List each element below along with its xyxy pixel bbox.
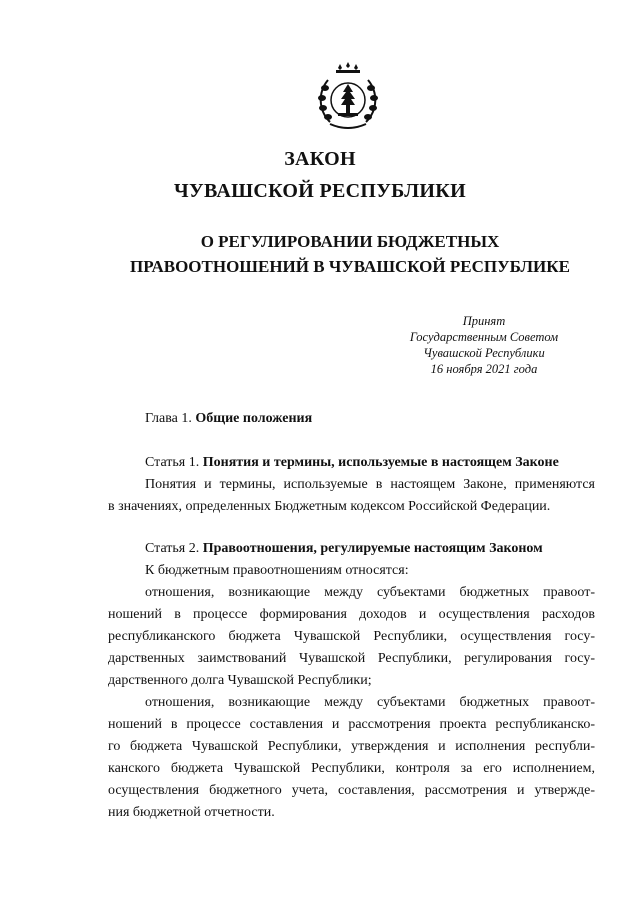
chapter-prefix: Глава 1. (145, 411, 196, 426)
law-subtitle-line2: ПРАВООТНОШЕНИЙ В ЧУВАШСКОЙ РЕСПУБЛИКЕ (130, 257, 570, 276)
text-line: отношения, возникающие между субъектами бюджетных правоот- (145, 695, 595, 710)
law-title: ЗАКОН (284, 148, 356, 170)
text-line: ношений в процессе составления и рассмотрения проекта республиканско- (108, 717, 595, 732)
law-subtitle-line1: О РЕГУЛИРОВАНИИ БЮДЖЕТНЫХ (200, 232, 500, 251)
chapter-heading (108, 408, 595, 430)
article-prefix: Статья 1. (145, 455, 203, 470)
adoption-line: Чувашской Республики (423, 346, 545, 360)
article-title: Правоотношения, регулируемые настоящим Законом (202, 541, 543, 556)
article-prefix: Статья 2. (145, 541, 203, 556)
article-2-text (108, 560, 595, 824)
article-1-heading (108, 452, 595, 474)
text-line: Понятия и термины, используемые в настоящем Законе, применяются (145, 477, 595, 492)
article-2-heading (108, 538, 595, 560)
text-line: осуществления бюджетного учета, составления, рассмотрения и утвержде- (108, 783, 595, 798)
adoption-note (374, 313, 594, 377)
coat-of-arms-icon (316, 62, 380, 130)
article-title: Понятия и термины, используемые в настоящем Законе (202, 455, 559, 470)
text-line: го бюджета Чувашской Республики, утверждения и исполнения республи- (108, 739, 595, 754)
text-line: ния бюджетной отчетности. (108, 805, 275, 820)
adoption-line: Государственным Советом (409, 330, 559, 344)
text-line: дарственного долга Чувашской Республики; (108, 673, 372, 688)
adoption-date: 16 ноября 2021 года (430, 362, 538, 376)
chapter-title: Общие положения (195, 411, 313, 426)
adoption-line: Принят (462, 314, 506, 328)
text-line: дарственных заимствований Чувашской Республики, регулирования госу- (108, 651, 595, 666)
text-line: ношений в процессе формирования доходов и осуществления расходов (108, 607, 595, 622)
text-line: отношения, возникающие между субъектами бюджетных правоот- (145, 585, 595, 600)
text-line: канского бюджета Чувашской Республики, контроля за его исполнением, (108, 761, 595, 776)
text-line: К бюджетным правоотношениям относятся: (145, 563, 409, 578)
text-line: в значениях, определенных Бюджетным кодексом Российской Федерации. (108, 499, 551, 514)
article-1-text (108, 474, 595, 518)
text-line: республиканского бюджета Чувашской Республики, осуществления госу- (108, 629, 595, 644)
law-title-republic: ЧУВАШСКОЙ РЕСПУБЛИКИ (174, 180, 466, 202)
